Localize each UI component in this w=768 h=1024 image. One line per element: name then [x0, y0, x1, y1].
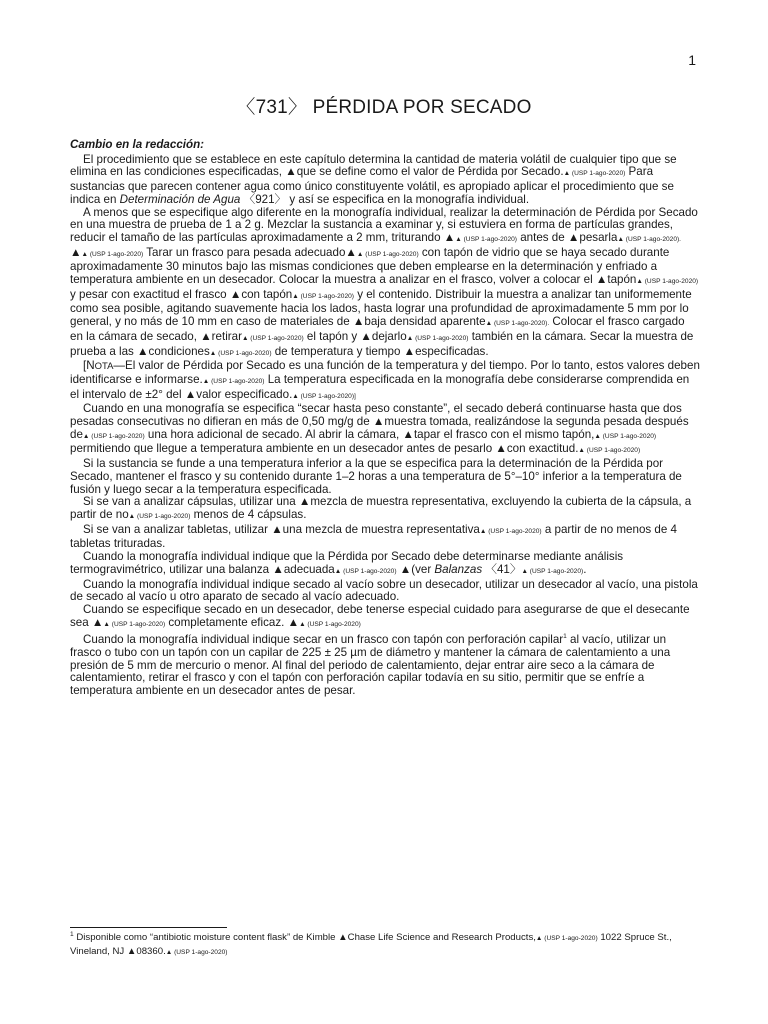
text-run: 〈41〉 [482, 562, 522, 576]
document-body [70, 139, 700, 698]
revision-mark: ▲ (USP 1-ago-2020) [636, 278, 699, 286]
text-run: (ver [411, 562, 435, 576]
text-run: Colocar el frasco cargado en la cámara de secado, [70, 315, 685, 343]
text-run: Balanzas [434, 562, 483, 576]
revision-mark: ▲ (USP 1-ago-2020) [535, 935, 598, 943]
paragraph-constant-weight [70, 403, 700, 458]
text-run: especificadas. [415, 344, 489, 358]
paragraph-melting: Si la sustancia se funde a una temperatura inferior a la que se especifica para la determinación de la Pérdida por Secado, mantener el frasco y su contenido durante 1–2 horas a una temperatura de 5°–10° inferior a la temperatura de fusión y luego secar a la temperatura especificada. [70, 457, 682, 496]
revision-mark: ▲ (USP 1-ago-2020) [82, 432, 145, 440]
text-run: 〈921〉 y así se especifica en la monografía individual. [240, 192, 530, 206]
text-run: La temperatura especificada en la monografía debe considerarse comprendida en el intervalo de ±2° del [70, 372, 690, 401]
text-run: —El valor de Pérdida por Secado es una función de la temperatura y del tiempo. Por lo tanto, estos valores deben identificarse e informarse. [70, 359, 700, 386]
text-run: OTA [94, 361, 114, 373]
page-number: 1 [688, 52, 696, 68]
text-run: antes de [517, 230, 568, 244]
text-run: y pesar con exactitud el frasco [70, 287, 230, 301]
text-run: el tapón y [303, 329, 361, 343]
text-run: Chase Life Science and Research Products, [347, 932, 536, 944]
text-run: completamente eficaz. [165, 615, 288, 629]
revision-mark: ▲ (USP 1-ago-2020) [479, 527, 542, 535]
revision-mark: ▲ [372, 415, 385, 429]
text-run: 1022 Spruce St., Vineland, NJ [70, 932, 672, 957]
revision-mark: ▲ (USP 1-ago-2020) [241, 334, 304, 342]
revision-mark: ▲ [345, 245, 357, 259]
revision-mark: ▲ [137, 344, 149, 358]
text-run: Cuando la monografía individual indique que la Pérdida por Secado debe determinarse mediante análisis termogravimétrico, utilizar una balanza [70, 550, 624, 576]
revision-mark: ▲ [402, 427, 414, 441]
text-run: tapar el frasco con el mismo tapón, [413, 427, 595, 441]
paragraph-capsules [70, 496, 700, 523]
text-run: con tapón [241, 287, 293, 301]
revision-mark: ▲ (USP 1-ago-2020) [103, 620, 166, 628]
revision-mark: ▲ [399, 562, 412, 576]
text-run: A menos que se especifique algo diferente en la monografía individual, realizar la determinación de Pérdida por Secado en una muestra de prueba de 1 a 2 g. Mezclar la sustancia a examinar y, si estuviera en forma de partículas grandes, reducir el tamaño de las partículas aproximadamente a 2 mm, triturando [70, 205, 698, 244]
revision-mark: ▲ (USP 1-ago-2020) [81, 250, 144, 258]
revision-mark: ▲ [298, 495, 311, 509]
text-run: Cuando la monografía individual indique secar en un frasco con tapón con perforación capilar [83, 633, 564, 647]
revision-mark: ▲ (USP 1-ago-2020) [406, 334, 469, 342]
text-run: con tapón de vidrio que se haya secado durante aproximadamente 30 minutos bajo las mismas condiciones que deben emplearse en la determinación y enfriado a temperatura ambiente en un desecador. Colocar la muestra a analizar en el frasco, volver a colocar el [70, 245, 670, 287]
revision-mark: ▲ (USP 1-ago-2020) [209, 349, 272, 357]
revision-mark: ▲ [126, 945, 137, 957]
paragraph-note [70, 360, 700, 403]
text-run: de temperatura y tiempo [271, 344, 404, 358]
revision-mark: ▲ (USP 1-ago-2020). [617, 235, 682, 243]
text-run: condiciones [148, 344, 210, 358]
text-run: pesarla [579, 230, 618, 244]
text-run: [N [83, 359, 95, 373]
revision-mark: ▲ (USP 1-ago-2020) [202, 377, 265, 385]
text-run: a partir de no menos de 4 tabletas trituradas. [70, 522, 677, 551]
text-run: Tarar un frasco para pesada adecuado [143, 245, 346, 259]
text-run: Determinación de Agua [119, 192, 241, 206]
revision-mark: ▲ [184, 387, 197, 401]
text-run: Disponible como “antibiotic moisture content flask” de Kimble [73, 932, 339, 944]
revision-mark: ▲ (USP 1-ago-2020) [165, 948, 228, 956]
section-heading: Cambio en la redacción: [70, 138, 205, 151]
text-run: Cuando se especifique secado en un desecador, debe tenerse especial cuidado para asegurarse de que el desecante sea [70, 602, 690, 629]
footnote [70, 929, 700, 959]
revision-mark: ▲ [285, 165, 297, 179]
revision-mark: ▲ [200, 329, 212, 343]
footnote-number: 1 [70, 931, 74, 938]
text-run: también en la cámara. Secar la muestra de prueba a las [70, 329, 694, 358]
text-run: Para sustancias que parecen contener agua como único constituyente volátil, es apropiado aplicar el procedimiento que se indica en [70, 165, 674, 206]
revision-mark: ▲ [91, 615, 104, 629]
revision-mark: ▲ (USP 1-ago-2020) [455, 235, 517, 243]
text-run: una mezcla de muestra representativa [282, 522, 480, 536]
text-run: adecuada [283, 562, 335, 576]
revision-mark: ▲ [70, 245, 82, 259]
revision-mark: ▲ (USP 1-ago-2020) [356, 250, 419, 258]
text-run: Si se van a analizar cápsulas, utilizar una [83, 495, 299, 509]
text-run: al vacío, utilizar un frasco o tubo con un tapón con un capilar de 225 ± 25 µm de diámetro y mantener la cámara de calentamiento a una presión de 5 mm de mercurio o menor. Al final del periodo de calentamiento, dejar entrar aire seco a la cámara de calentamiento, retirar el frasco y con el tapón con perforación capilar todavía en su sitio, permitir que se enfríe a temperatura ambiente en un desecador antes de pesar. [70, 633, 671, 697]
text-run: tapón [607, 273, 637, 287]
revision-mark: ▲ (USP 1-ago-2020) [334, 567, 397, 575]
footnote-divider [70, 927, 227, 928]
revision-mark: ▲ (USP 1-ago-2020)] [292, 392, 356, 400]
revision-mark: ▲ [338, 932, 348, 944]
revision-mark: ▲ [443, 230, 456, 244]
text-run: Cuando en una monografía se especifica “secar hasta peso constante”, el secado deberá continuarse hasta que dos pesadas consecutivas no difieran en más de 0,50 mg/g de [70, 402, 682, 429]
revision-mark: ▲ (USP 1-ago-2020) [128, 512, 191, 520]
text-run: menos de 4 cápsulas. [190, 507, 307, 521]
revision-mark: ▲ (USP 1-ago-2020) [563, 170, 626, 178]
revision-mark: ▲ [271, 522, 283, 536]
text-run: . [583, 562, 587, 576]
paragraph-desiccator [70, 604, 700, 631]
revision-mark: ▲ [352, 315, 365, 329]
revision-mark: ▲ [495, 442, 507, 456]
revision-mark: ▲ (USP 1-ago-2020) [521, 567, 584, 575]
revision-mark: ▲ [272, 562, 284, 576]
text-run: valor especificado. [196, 387, 293, 401]
text-run: una hora adicional de secado. Al abrir la cámara, [144, 427, 403, 441]
revision-mark: ▲ (USP 1-ago-2020) [299, 620, 361, 628]
revision-mark: ▲ [287, 615, 300, 629]
text-run: que se define como el valor de Pérdida por Secado. [296, 165, 564, 179]
paragraph-tablets [70, 524, 700, 551]
revision-mark: ▲ [595, 273, 608, 287]
text-run: baja densidad aparente [364, 315, 486, 329]
text-run: Si se van a analizar tabletas, utilizar [83, 522, 272, 536]
text-run: muestra tomada, realizándose la segunda pesada después de [70, 415, 689, 441]
revision-mark: ▲ [567, 230, 580, 244]
text-run: mezcla de muestra representativa, excluyendo la cubierta de la cápsula, a partir de no [70, 495, 692, 521]
paragraph-procedure [70, 207, 700, 361]
text-run: 08360. [136, 945, 166, 957]
revision-mark: ▲ (USP 1-ago-2020) [578, 447, 641, 455]
text-run: y el contenido. Distribuir la muestra a analizar tan uniformemente como sea posible, agitando suavemente hacia los lados, hasta lograr una profundidad de aproximadamente 5 mm por lo general, y no más de 10 mm en caso de materiales de [70, 287, 692, 329]
page-title: 〈731〉 PÉRDIDA POR SECADO [236, 97, 532, 118]
text-run: con exactitud. [506, 442, 579, 456]
revision-mark: ▲ [229, 287, 242, 301]
paragraph-scope [70, 154, 700, 207]
revision-mark: ▲ [403, 344, 416, 358]
revision-mark: ▲ (USP 1-ago-2020). [485, 320, 550, 328]
revision-mark: ▲ [360, 329, 372, 343]
paragraph-capillary [70, 631, 700, 697]
revision-mark: ▲ (USP 1-ago-2020) [594, 432, 657, 440]
text-run: permitiendo que llegue a temperatura ambiente en un desecador antes de pesarlo [70, 442, 496, 456]
paragraph-vacuum: Cuando la monografía individual indique secado al vacío sobre un desecador, utilizar un desecador al vacío, una pistola de secado al vacío u otro aparato de secado al vacío adecuado. [70, 577, 698, 604]
paragraph-thermogravimetric [70, 551, 700, 578]
footnote-reference[interactable]: 1 [563, 633, 567, 641]
revision-mark: ▲ (USP 1-ago-2020) [292, 292, 354, 300]
text-run: El procedimiento que se establece en este capítulo determina la cantidad de materia volátil de cualquier tipo que se elimina en las condiciones especificadas, [70, 152, 677, 179]
text-run: dejarlo [371, 329, 407, 343]
text-run: retirar [211, 329, 242, 343]
